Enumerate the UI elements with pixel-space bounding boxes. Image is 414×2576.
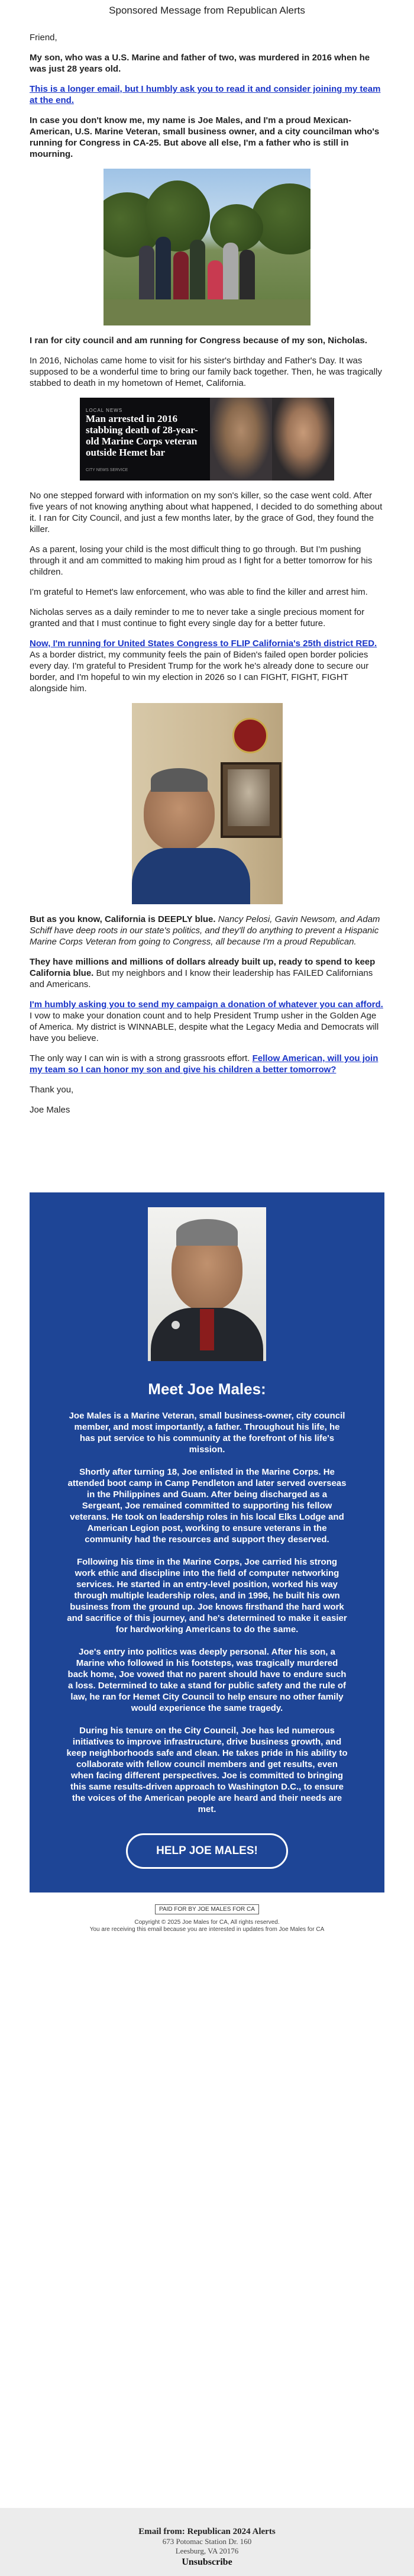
parent-paragraph: As a parent, losing your child is the most difficult thing to go through. But I'm pushing through it and am committed to making him proud as I fight for a better tomorrow for his children. <box>30 544 373 577</box>
flip-district-paragraph: Now, I'm running for United States Congress to FLIP California's 25th district RED. As a border district, my community feels the pain of Biden's failed open border policies every day. I'm grateful to President Trump for the work he's already done to secure our border, and I'm hopeful to win my election in 2026 so I can FIGHT, FIGHT, FIGHT alongside him. <box>30 639 377 694</box>
cold-case-paragraph: No one stepped forward with information on my son's killer, so the case went cold. After five years of not knowing anything about what happened, I decided to do something about it. I ran for City Council, and just a few months later, by the grace of God, they found the killer. <box>30 491 383 534</box>
email-body <box>30 32 384 1115</box>
millions-paragraph: They have millions and millions of dollars already built up, ready to spend to keep California blue. But my neighbors and I know their leadership has FAILED Californians and Americans. <box>30 957 376 989</box>
bio-headshot-photo <box>148 1207 266 1361</box>
bio-paragraph-5: During his tenure on the City Council, Joe has led numerous initiatives to improve infrastructure, drive business growth, and keep neighborhoods safe and clean. He takes pride in his ability to collaborate with fellow council members and get results, even when facing different perspectives. Joe is committed to bringing this same results-driven approach to Washington D.C., to ensure the voices of the American people are heard and their needs are met. <box>66 1726 348 1814</box>
signature: Joe Males <box>30 1105 70 1115</box>
news-clipping-image <box>80 398 334 481</box>
footer-street: 673 Potomac Station Dr. 160 <box>162 2537 252 2546</box>
copyright-text: Copyright © 2025 Joe Males for CA, All rights reserved. <box>134 1919 280 1926</box>
news-tag: LOCAL NEWS <box>86 408 123 413</box>
bio-paragraph-1: Joe Males is a Marine Veteran, small business-owner, city council member, and most importantly, a father. Throughout his life, he has put service to his community at the forefront of his life's mission. <box>69 1411 345 1455</box>
read-full-email-link[interactable]: This is a longer email, but I humbly ask you to read it and consider joining my team at the end. <box>30 84 381 105</box>
footer-city: Leesburg, VA 20176 <box>175 2546 239 2555</box>
bio-paragraph-2: Shortly after turning 18, Joe enlisted in the Marine Corps. He attended boot camp in Camp Pendleton and later served overseas in the Philippines and Guam. After being discharged as a Sergeant, Joe remained committed to supporting his fellow veterans. He took on leadership roles in his local Elks Lodge and American Legion post, working to ensure veterans in the community had the resources and support they deserved. <box>67 1467 347 1545</box>
donate-link[interactable]: I'm humbly asking you to send my campaign a donation of whatever you can afford. <box>30 1000 383 1010</box>
email-footer <box>0 2508 414 2576</box>
paid-for-disclaimer: PAID FOR BY JOE MALES FOR CA <box>155 1904 259 1914</box>
intro-paragraph: My son, who was a U.S. Marine and father of two, was murdered in 2016 when he was just 28 years old. <box>30 53 370 74</box>
bio-title: Meet Joe Males: <box>148 1380 266 1398</box>
receiving-reason-text: You are receiving this email because you are interested in updates from Joe Males for CA <box>89 1926 325 1933</box>
bio-paragraph: In case you don't know me, my name is Joe Males, and I'm a proud Mexican-American, U.S. Marine Veteran, small business owner, and a city councilman who's running for Congress in CA-25. But above all else, I'm a father who is still in mourning. <box>30 115 380 159</box>
news-byline: CITY NEWS SERVICE <box>86 468 128 472</box>
join-team-link[interactable]: Fellow American, will you join my team so I can honor my son and give his children a better tomorrow? <box>30 1053 379 1075</box>
thanks: Thank you, <box>30 1085 74 1095</box>
bio-paragraph-3: Following his time in the Marine Corps, Joe carried his strong work ethic and discipline into the field of computer networking services. He started in an entry-level position, worked his way through multiple leadership roles, and in 1996, he built his own business from the ground up. Joe knows firsthand the hard work and sacrifice of this journey, and he's determined to make it easier for hardworking Americans to do the same. <box>67 1557 347 1634</box>
reminder-paragraph: Nicholas serves as a daily reminder to me to never take a single precious moment for granted and that I must continue to fight every single day for a better future. <box>30 607 365 628</box>
help-joe-males-button[interactable]: HELP JOE MALES! <box>126 1833 288 1869</box>
donate-paragraph: I'm humbly asking you to send my campaign a donation of whatever you can afford. I vow to make your donation count and to help President Trump usher in the Golden Age of America. My district is WINNABLE, despite what the Legacy Media and Democrats will have you believe. <box>30 1000 383 1043</box>
news-headline: Man arrested in 2016 stabbing death of 28-year-old Marine Corps veteran outside Hemet bar <box>86 413 198 458</box>
grassroots-paragraph: The only way I can win is with a strong grassroots effort. Fellow American, will you join my team so I can honor my son and give his children a better tomorrow? <box>30 1053 379 1075</box>
candidate-portrait-photo <box>132 703 283 904</box>
meet-joe-card <box>30 1192 384 1892</box>
sponsored-banner: Sponsored Message from Republican Alerts <box>109 5 305 16</box>
footer-sender: Email from: Republican 2024 Alerts <box>138 2527 276 2536</box>
grateful-paragraph: I'm grateful to Hemet's law enforcement, who was able to find the killer and arrest him. <box>30 587 368 597</box>
family-photo <box>104 169 310 325</box>
running-paragraph: I ran for city council and am running for Congress because of my son, Nicholas. <box>30 336 367 346</box>
deeply-blue-paragraph: But as you know, California is DEEPLY blue. Nancy Pelosi, Gavin Newsom, and Adam Schiff have deep roots in our state's politics, and they'll do anything to prevent a Hispanic Marine Corps Veteran from going to Congress, all because I'm a proud Republican. <box>30 914 380 947</box>
bio-paragraph-4: Joe's entry into politics was deeply personal. After his son, a Marine who followed in his footsteps, was tragically murdered back home, Joe vowed that no parent should have to endure such a loss. Determined to take a stand for public safety and the rule of law, he ran for Hemet City Council to help ensure no other family would experience the same tragedy. <box>67 1647 347 1713</box>
flip-district-link[interactable]: Now, I'm running for United States Congress to FLIP California's 25th district RED. <box>30 639 377 649</box>
greeting: Friend, <box>30 33 57 43</box>
story-paragraph: In 2016, Nicholas came home to visit for his sister's birthday and Father's Day. It was supposed to be a wonderful time to bring our family back together. Then, he was tragically stabbed to death in my hometown of Hemet, California. <box>30 356 382 388</box>
unsubscribe-link[interactable]: Unsubscribe <box>182 2557 232 2567</box>
